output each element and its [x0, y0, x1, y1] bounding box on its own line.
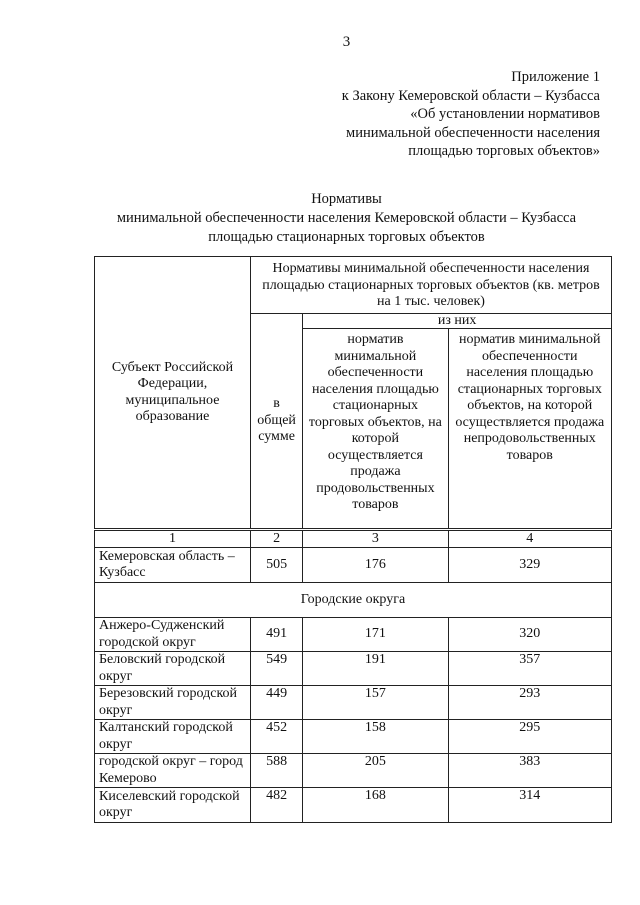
table-row: [95, 652, 612, 686]
annex-line: «Об установлении нормативов: [410, 106, 600, 122]
table-row: [95, 618, 612, 652]
header-of-which: из них: [303, 314, 612, 329]
row-food: 176: [303, 548, 448, 583]
title-line: площадью стационарных торговых объектов: [208, 229, 485, 245]
row-food: 168: [303, 788, 448, 823]
column-number: 4: [448, 530, 611, 548]
row-nonfood: 293: [448, 686, 611, 720]
row-name: городской округ – город Кемерово: [95, 754, 251, 788]
column-number: 1: [95, 530, 251, 548]
row-food: 191: [303, 652, 448, 686]
header-nonfood: норматив минимальной обеспеченности населения площадью стационарных торговых объектов, на которой осуществляется продажа непродовольственных товаров: [448, 329, 611, 530]
annex-line: к Закону Кемеровской области – Кузбасса: [341, 87, 600, 104]
table-row: [95, 720, 612, 754]
row-total: 482: [250, 788, 302, 823]
annex-line: минимальной обеспеченности населения: [346, 124, 600, 141]
row-food: 171: [303, 618, 448, 652]
row-nonfood: 329: [448, 548, 611, 583]
annex-line: площадью торговых объектов»: [408, 143, 600, 159]
row-nonfood: 383: [448, 754, 611, 788]
annex-reference: [342, 68, 600, 161]
row-total: 588: [250, 754, 302, 788]
column-number: 3: [303, 530, 448, 548]
row-total: 452: [250, 720, 302, 754]
section-row: [95, 583, 612, 618]
row-total: 549: [250, 652, 302, 686]
header-total: в общей сумме: [250, 314, 302, 530]
title-line: минимальной обеспеченности населения Кемеровской области – Кузбасса: [116, 210, 577, 226]
table-row: [95, 686, 612, 720]
column-number: 2: [250, 530, 302, 548]
row-name: Кемеровская область – Кузбасс: [95, 548, 251, 583]
row-food: 157: [303, 686, 448, 720]
header-main: Нормативы минимальной обеспеченности населения площадью стационарных торговых объектов (кв. метров на 1 тыс. человек): [250, 257, 611, 314]
row-name: Анжеро-Судженский городской округ: [95, 618, 251, 652]
table-row: [95, 788, 612, 823]
row-nonfood: 320: [448, 618, 611, 652]
norms-table: [94, 256, 612, 823]
row-food: 158: [303, 720, 448, 754]
annex-line: Приложение 1: [511, 69, 600, 85]
table-row: [95, 548, 612, 583]
table-row: [95, 754, 612, 788]
header-subject: Субъект Российской Федерации, муниципальное образование: [95, 257, 251, 530]
row-nonfood: 357: [448, 652, 611, 686]
page-number: 3: [342, 34, 351, 50]
row-name: Калтанский городской округ: [95, 720, 251, 754]
row-food: 205: [303, 754, 448, 788]
title-line: Нормативы: [311, 191, 382, 207]
row-nonfood: 295: [448, 720, 611, 754]
header-food: норматив минимальной обеспеченности населения площадью стационарных торговых объектов, на которой осуществляется продажа продовольственных товаров: [303, 329, 448, 530]
row-total: 491: [250, 618, 302, 652]
row-name: Березовский городской округ: [95, 686, 251, 720]
row-total: 505: [250, 548, 302, 583]
document-title: [0, 190, 640, 247]
row-nonfood: 314: [448, 788, 611, 823]
column-number-row: [95, 530, 612, 548]
row-name: Беловский городской округ: [95, 652, 251, 686]
row-total: 449: [250, 686, 302, 720]
section-title: Городские округа: [95, 583, 612, 618]
row-name: Киселевский городской округ: [95, 788, 251, 823]
